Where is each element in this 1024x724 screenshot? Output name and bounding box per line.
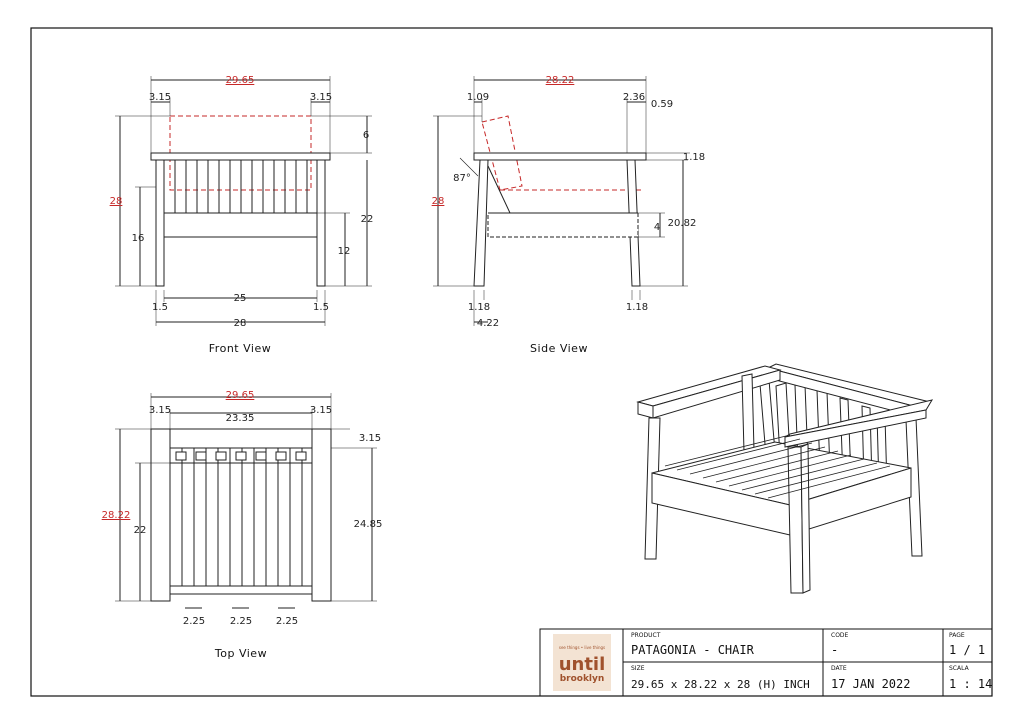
side-overall-depth: 28.22 — [545, 75, 575, 86]
page-value: 1 / 1 — [949, 643, 986, 657]
side-arm-height: 20.82 — [667, 218, 697, 229]
front-slats — [175, 160, 307, 213]
logo-brand: until — [558, 654, 606, 675]
top-view — [115, 393, 377, 608]
date-label: DATE — [831, 665, 847, 672]
side-view-title: Side View — [530, 342, 588, 355]
side-view — [433, 76, 690, 326]
top-overall-width: 29.65 — [225, 390, 255, 401]
side-arm-tip: 0.59 — [650, 99, 674, 110]
side-back-top: 1.09 — [466, 92, 490, 103]
side-angle: 87° — [453, 173, 471, 184]
side-arm-thick: 1.18 — [682, 152, 706, 163]
front-view — [115, 76, 372, 326]
top-back-depth: 3.15 — [358, 433, 382, 444]
side-leg-back: 1.18 — [467, 302, 491, 313]
side-arm-front: 2.36 — [622, 92, 646, 103]
top-depth-total: 28.22 — [101, 510, 131, 521]
top-arm-left: 3.15 — [148, 405, 172, 416]
side-height-total: 28 — [431, 196, 445, 207]
front-overall-width: 29.65 — [225, 75, 255, 86]
front-seat-rail-height: 16 — [131, 233, 145, 244]
date-value: 17 JAN 2022 — [831, 677, 911, 691]
front-arm-right: 3.15 — [309, 92, 333, 103]
top-arm-right: 3.15 — [309, 405, 333, 416]
code-label: CODE — [831, 632, 849, 639]
side-leg-front: 1.18 — [625, 302, 649, 313]
top-gap-2: 2.25 — [229, 616, 253, 627]
sheet-border — [31, 28, 992, 696]
top-seat-depth: 22 — [133, 525, 147, 536]
logo-tagline: see things • live things — [558, 645, 606, 650]
code-value: - — [831, 643, 839, 657]
front-leg-right: 1.5 — [313, 302, 329, 313]
brand-logo — [553, 634, 611, 691]
isometric-chair — [638, 364, 932, 593]
side-rail: 4 — [653, 222, 661, 233]
front-arm-left: 3.15 — [148, 92, 172, 103]
front-arm-height: 22 — [360, 214, 374, 225]
front-base-width: 28 — [233, 318, 247, 329]
scala-label: SCALA — [949, 665, 969, 672]
size-label: SIZE — [631, 665, 645, 672]
side-rake: 4.22 — [476, 318, 500, 329]
page-label: PAGE — [949, 632, 965, 639]
top-gap-1: 2.25 — [182, 616, 206, 627]
front-height-total: 28 — [109, 196, 123, 207]
scala-value: 1 : 14 — [949, 677, 993, 691]
front-view-title: Front View — [208, 342, 272, 355]
top-slats — [182, 448, 302, 586]
product-label: PRODUCT — [631, 632, 661, 639]
front-back-over: 6 — [362, 130, 370, 141]
top-inner: 23.35 — [225, 413, 255, 424]
front-leg-left: 1.5 — [152, 302, 168, 313]
product-value: PATAGONIA - CHAIR — [631, 643, 754, 657]
top-view-title: Top View — [214, 647, 268, 660]
front-inner-width: 25 — [233, 293, 247, 304]
size-value: 29.65 x 28.22 x 28 (H) INCH — [631, 678, 810, 691]
top-arm-depth: 24.85 — [353, 519, 383, 530]
top-gap-3: 2.25 — [275, 616, 299, 627]
top-slat-ends — [176, 452, 306, 460]
logo-city: brooklyn — [559, 674, 605, 684]
front-rail-height: 12 — [337, 246, 351, 257]
